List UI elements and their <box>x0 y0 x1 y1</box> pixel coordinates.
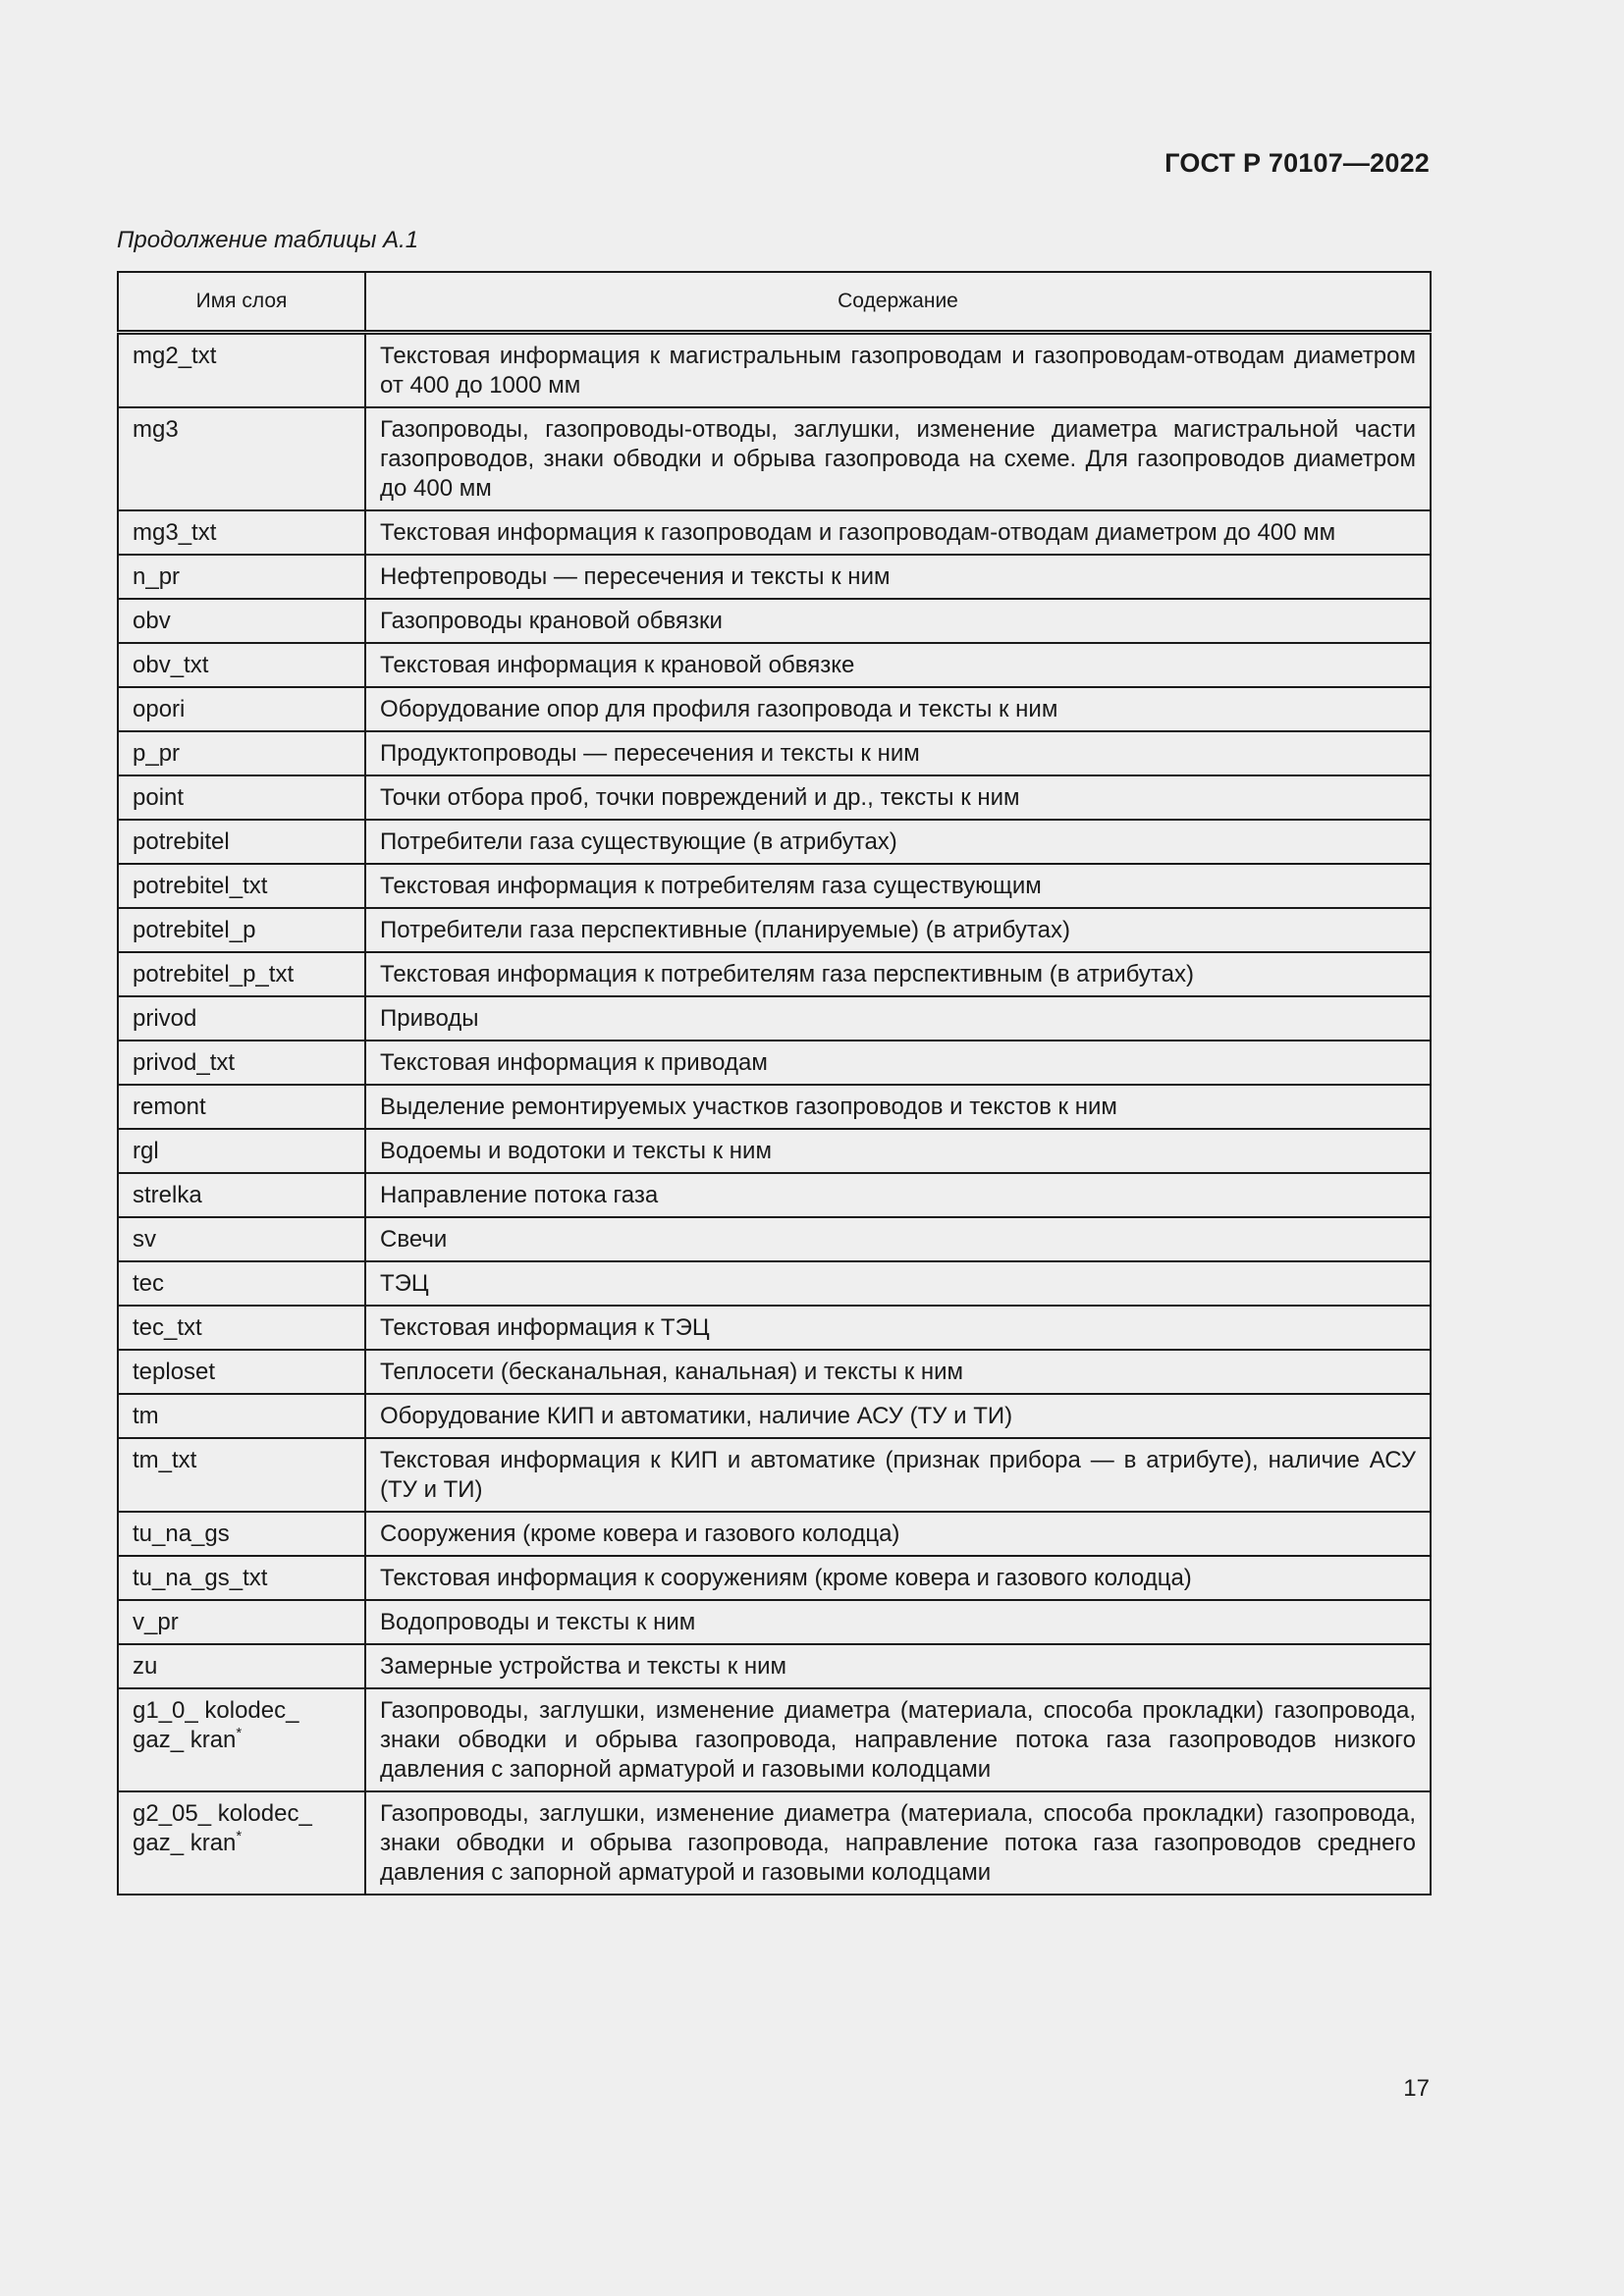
layer-name: g1_0_ kolodec_ gaz_ kran <box>133 1697 299 1753</box>
table-header-row <box>118 272 1431 333</box>
layer-name: mg3_txt <box>133 519 217 546</box>
table-row <box>118 1306 1431 1350</box>
layer-name-cell <box>118 643 365 687</box>
layer-name-cell <box>118 1261 365 1306</box>
layer-content: ТЭЦ <box>365 1261 1431 1306</box>
layer-name-cell <box>118 952 365 996</box>
layer-name-cell <box>118 510 365 555</box>
layer-name: privod <box>133 1005 197 1032</box>
table-row <box>118 1556 1431 1600</box>
layer-content: Продуктопроводы — пересечения и тексты к ним <box>365 731 1431 775</box>
layer-content: Газопроводы крановой обвязки <box>365 599 1431 643</box>
table-row <box>118 1350 1431 1394</box>
table-row <box>118 407 1431 510</box>
layers-table <box>117 271 1432 1896</box>
layer-content: Текстовая информация к КИП и автоматике (признак прибора — в атрибуте), наличие АСУ (ТУ и ТИ) <box>365 1438 1431 1512</box>
layer-name: potrebitel_txt <box>133 873 268 899</box>
layer-name-cell <box>118 1644 365 1688</box>
layer-name: mg2_txt <box>133 343 217 369</box>
layer-content: Нефтепроводы — пересечения и тексты к ним <box>365 555 1431 599</box>
layer-name-cell <box>118 908 365 952</box>
table-row <box>118 1791 1431 1895</box>
table-row <box>118 687 1431 731</box>
layer-name-cell <box>118 555 365 599</box>
layer-content: Водопроводы и тексты к ним <box>365 1600 1431 1644</box>
table-row <box>118 731 1431 775</box>
layer-content: Потребители газа перспективные (планируемые) (в атрибутах) <box>365 908 1431 952</box>
table-row <box>118 1688 1431 1791</box>
table-row <box>118 1129 1431 1173</box>
layer-name: v_pr <box>133 1609 179 1635</box>
page-number: 17 <box>1403 2075 1430 2102</box>
layer-name-cell <box>118 1600 365 1644</box>
layer-content: Газопроводы, газопроводы-отводы, заглушки, изменение диаметра магистральной части газопроводов, знаки обводки и обрыва газопровода на схеме. Для газопроводов диаметром до 400 мм <box>365 407 1431 510</box>
layer-name-cell <box>118 1350 365 1394</box>
table-row <box>118 599 1431 643</box>
layer-name: zu <box>133 1653 158 1680</box>
layer-name: g2_05_ kolodec_ gaz_ kran <box>133 1800 312 1856</box>
document-code: ГОСТ Р 70107—2022 <box>1164 148 1430 178</box>
layer-name: tm <box>133 1403 159 1429</box>
layer-name-cell <box>118 1791 365 1895</box>
layer-name: privod_txt <box>133 1049 236 1076</box>
layer-content: Оборудование опор для профиля газопровода и тексты к ним <box>365 687 1431 731</box>
table-row <box>118 1173 1431 1217</box>
layer-name: opori <box>133 696 186 722</box>
layer-name: tu_na_gs_txt <box>133 1565 268 1591</box>
table-body <box>118 333 1431 1896</box>
layer-name-cell <box>118 1217 365 1261</box>
layer-name: tec_txt <box>133 1314 202 1341</box>
layer-name: point <box>133 784 185 811</box>
layer-name-cell <box>118 599 365 643</box>
layer-name: n_pr <box>133 563 181 590</box>
table-row <box>118 864 1431 908</box>
layer-name-cell <box>118 775 365 820</box>
layer-content: Газопроводы, заглушки, изменение диаметра (материала, способа прокладки) газопровода, знаки обводки и обрыва газопровода, направление потока газа газопроводов низкого давления с запорной арматурой и газовыми колодцами <box>365 1688 1431 1791</box>
layer-content: Потребители газа существующие (в атрибутах) <box>365 820 1431 864</box>
layer-name: strelka <box>133 1182 202 1208</box>
layer-name: rgl <box>133 1138 159 1164</box>
layer-name-cell <box>118 820 365 864</box>
layer-name-cell <box>118 1512 365 1556</box>
table-row <box>118 1261 1431 1306</box>
table-row <box>118 996 1431 1041</box>
layer-content: Теплосети (бесканальная, канальная) и тексты к ним <box>365 1350 1431 1394</box>
layer-content: Оборудование КИП и автоматики, наличие АСУ (ТУ и ТИ) <box>365 1394 1431 1438</box>
layer-content: Текстовая информация к крановой обвязке <box>365 643 1431 687</box>
layer-name: obv <box>133 608 171 634</box>
layer-name-cell <box>118 1688 365 1791</box>
table-row <box>118 1394 1431 1438</box>
table-row <box>118 1041 1431 1085</box>
layer-content: Газопроводы, заглушки, изменение диаметра (материала, способа прокладки) газопровода, знаки обводки и обрыва газопровода, направление потока газа газопроводов среднего давления с запорной арматурой и газовыми колодцами <box>365 1791 1431 1895</box>
layer-name-cell <box>118 996 365 1041</box>
layer-content: Точки отбора проб, точки повреждений и др., тексты к ним <box>365 775 1431 820</box>
layer-name: potrebitel_p_txt <box>133 961 295 988</box>
layer-content: Приводы <box>365 996 1431 1041</box>
table-row <box>118 555 1431 599</box>
layer-name: tm_txt <box>133 1447 197 1473</box>
layer-name-cell <box>118 1306 365 1350</box>
layer-name-cell <box>118 1556 365 1600</box>
layer-name-cell <box>118 1173 365 1217</box>
layer-content: Выделение ремонтируемых участков газопроводов и текстов к ним <box>365 1085 1431 1129</box>
footnote-mark: * <box>236 1828 243 1844</box>
table-row <box>118 643 1431 687</box>
table-row <box>118 1600 1431 1644</box>
layer-name-cell <box>118 1041 365 1085</box>
layer-name: mg3 <box>133 416 179 443</box>
layer-name-cell <box>118 1085 365 1129</box>
layer-name-cell <box>118 333 365 408</box>
table-row <box>118 1438 1431 1512</box>
layer-name: tu_na_gs <box>133 1521 230 1547</box>
table-row <box>118 1512 1431 1556</box>
layer-content: Текстовая информация к магистральным газопроводам и газопроводам-отводам диаметром от 400 до 1000 мм <box>365 333 1431 408</box>
layer-content: Сооружения (кроме ковера и газового колодца) <box>365 1512 1431 1556</box>
layer-name: potrebitel <box>133 828 230 855</box>
layer-content: Текстовая информация к ТЭЦ <box>365 1306 1431 1350</box>
table-row <box>118 908 1431 952</box>
column-header-layer-name: Имя слоя <box>118 272 365 333</box>
layer-content: Текстовая информация к приводам <box>365 1041 1431 1085</box>
layer-name: sv <box>133 1226 156 1253</box>
table-row <box>118 820 1431 864</box>
layer-name-cell <box>118 1394 365 1438</box>
layer-content: Текстовая информация к потребителям газа существующим <box>365 864 1431 908</box>
layer-content: Свечи <box>365 1217 1431 1261</box>
layer-name: obv_txt <box>133 652 209 678</box>
layer-name: potrebitel_p <box>133 917 256 943</box>
layer-name: p_pr <box>133 740 181 767</box>
layer-name: remont <box>133 1094 206 1120</box>
layer-name-cell <box>118 1129 365 1173</box>
footnote-mark: * <box>236 1725 243 1741</box>
table-row <box>118 333 1431 408</box>
layer-content: Текстовая информация к сооружениям (кроме ковера и газового колодца) <box>365 1556 1431 1600</box>
layer-name-cell <box>118 1438 365 1512</box>
layer-name-cell <box>118 864 365 908</box>
layer-name: teploset <box>133 1359 216 1385</box>
layer-name: tec <box>133 1270 165 1297</box>
table-row <box>118 1644 1431 1688</box>
table-row <box>118 775 1431 820</box>
layer-content: Замерные устройства и тексты к ним <box>365 1644 1431 1688</box>
layer-name-cell <box>118 407 365 510</box>
layer-content: Текстовая информация к потребителям газа перспективным (в атрибутах) <box>365 952 1431 996</box>
table-caption: Продолжение таблицы А.1 <box>117 227 419 253</box>
layer-content: Текстовая информация к газопроводам и газопроводам-отводам диаметром до 400 мм <box>365 510 1431 555</box>
table-row <box>118 1085 1431 1129</box>
table-row <box>118 1217 1431 1261</box>
table-row <box>118 510 1431 555</box>
layer-content: Водоемы и водотоки и тексты к ним <box>365 1129 1431 1173</box>
layer-name-cell <box>118 687 365 731</box>
column-header-content: Содержание <box>365 272 1431 333</box>
table-row <box>118 952 1431 996</box>
layer-name-cell <box>118 731 365 775</box>
layer-content: Направление потока газа <box>365 1173 1431 1217</box>
